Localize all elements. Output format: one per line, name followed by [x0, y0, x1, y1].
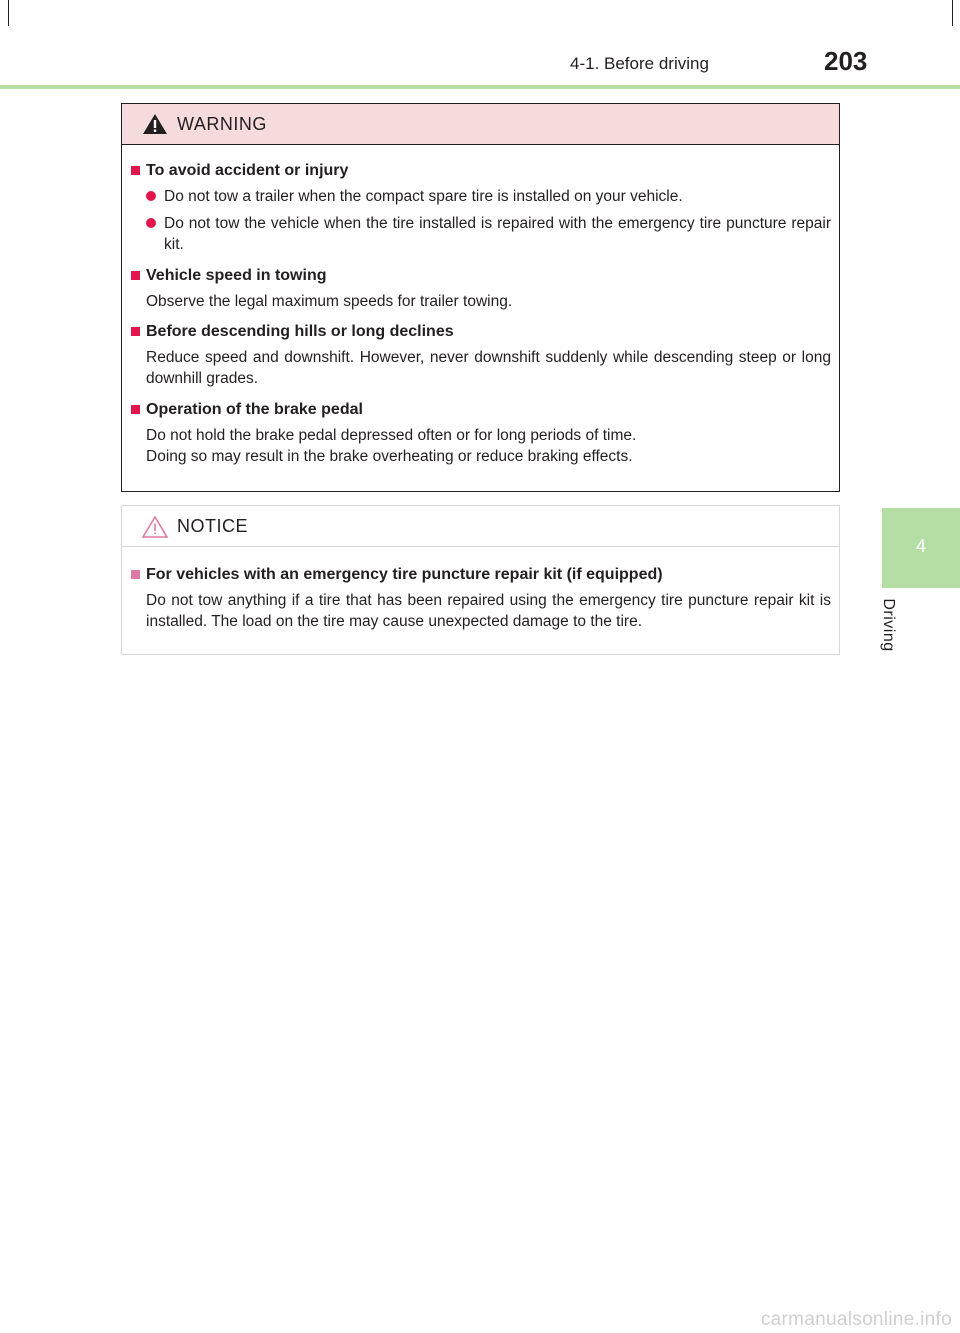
square-bullet-icon	[131, 405, 140, 414]
item-text: Do not hold the brake pedal depressed often or for long periods of time. Doing so may result in the brake overheating or reduce braking effects.	[146, 427, 637, 465]
item-title: Operation of the brake pedal	[131, 401, 831, 419]
item-title: Before descending hills or long declines	[131, 323, 831, 341]
chapter-number: 4	[915, 536, 926, 556]
crop-mark	[8, 0, 9, 26]
watermark: carmanualsonline.info	[760, 1309, 952, 1330]
notice-box	[121, 505, 840, 655]
notice-item	[131, 566, 831, 632]
notice-label: NOTICE	[177, 516, 249, 536]
item-title: To avoid accident or injury	[131, 162, 831, 180]
circle-bullet-icon	[146, 218, 156, 228]
crop-mark	[952, 0, 953, 26]
warning-triangle-icon	[142, 113, 168, 140]
item-title: For vehicles with an emergency tire puncture repair kit (if equipped)	[131, 566, 831, 584]
section-title: 4-1. Before driving	[570, 54, 709, 73]
chapter-label-text: Driving	[880, 598, 897, 652]
square-bullet-icon	[131, 166, 140, 175]
square-bullet-icon	[131, 570, 140, 579]
item-title: Vehicle speed in towing	[131, 267, 831, 285]
item-text: Reduce speed and downshift. However, never downshift suddenly while descending steep or long downhill grades.	[146, 349, 831, 387]
chapter-label	[878, 592, 898, 662]
warning-header	[122, 104, 839, 145]
circle-bullet-icon	[146, 191, 156, 201]
square-bullet-icon	[131, 271, 140, 280]
warning-item	[131, 323, 831, 389]
list-item: Do not tow a trailer when the compact spare tire is installed on your vehicle.	[131, 186, 831, 207]
header-rule	[0, 85, 960, 89]
square-bullet-icon	[131, 327, 140, 336]
warning-box	[121, 103, 840, 492]
warning-item	[131, 401, 831, 467]
chapter-tab[interactable]	[882, 508, 960, 588]
notice-triangle-icon	[142, 515, 168, 544]
warning-item	[131, 267, 831, 312]
page-number: 203	[824, 46, 868, 76]
notice-header	[122, 506, 839, 547]
warning-label: WARNING	[177, 114, 267, 134]
item-text: Do not tow anything if a tire that has been repaired using the emergency tire puncture repair kit is installed. The load on the tire may cause unexpected damage to the tire.	[146, 592, 831, 630]
list-item: Do not tow the vehicle when the tire installed is repaired with the emergency tire puncture repair kit.	[131, 213, 831, 255]
item-text: Observe the legal maximum speeds for trailer towing.	[146, 293, 513, 310]
warning-item	[131, 162, 831, 255]
